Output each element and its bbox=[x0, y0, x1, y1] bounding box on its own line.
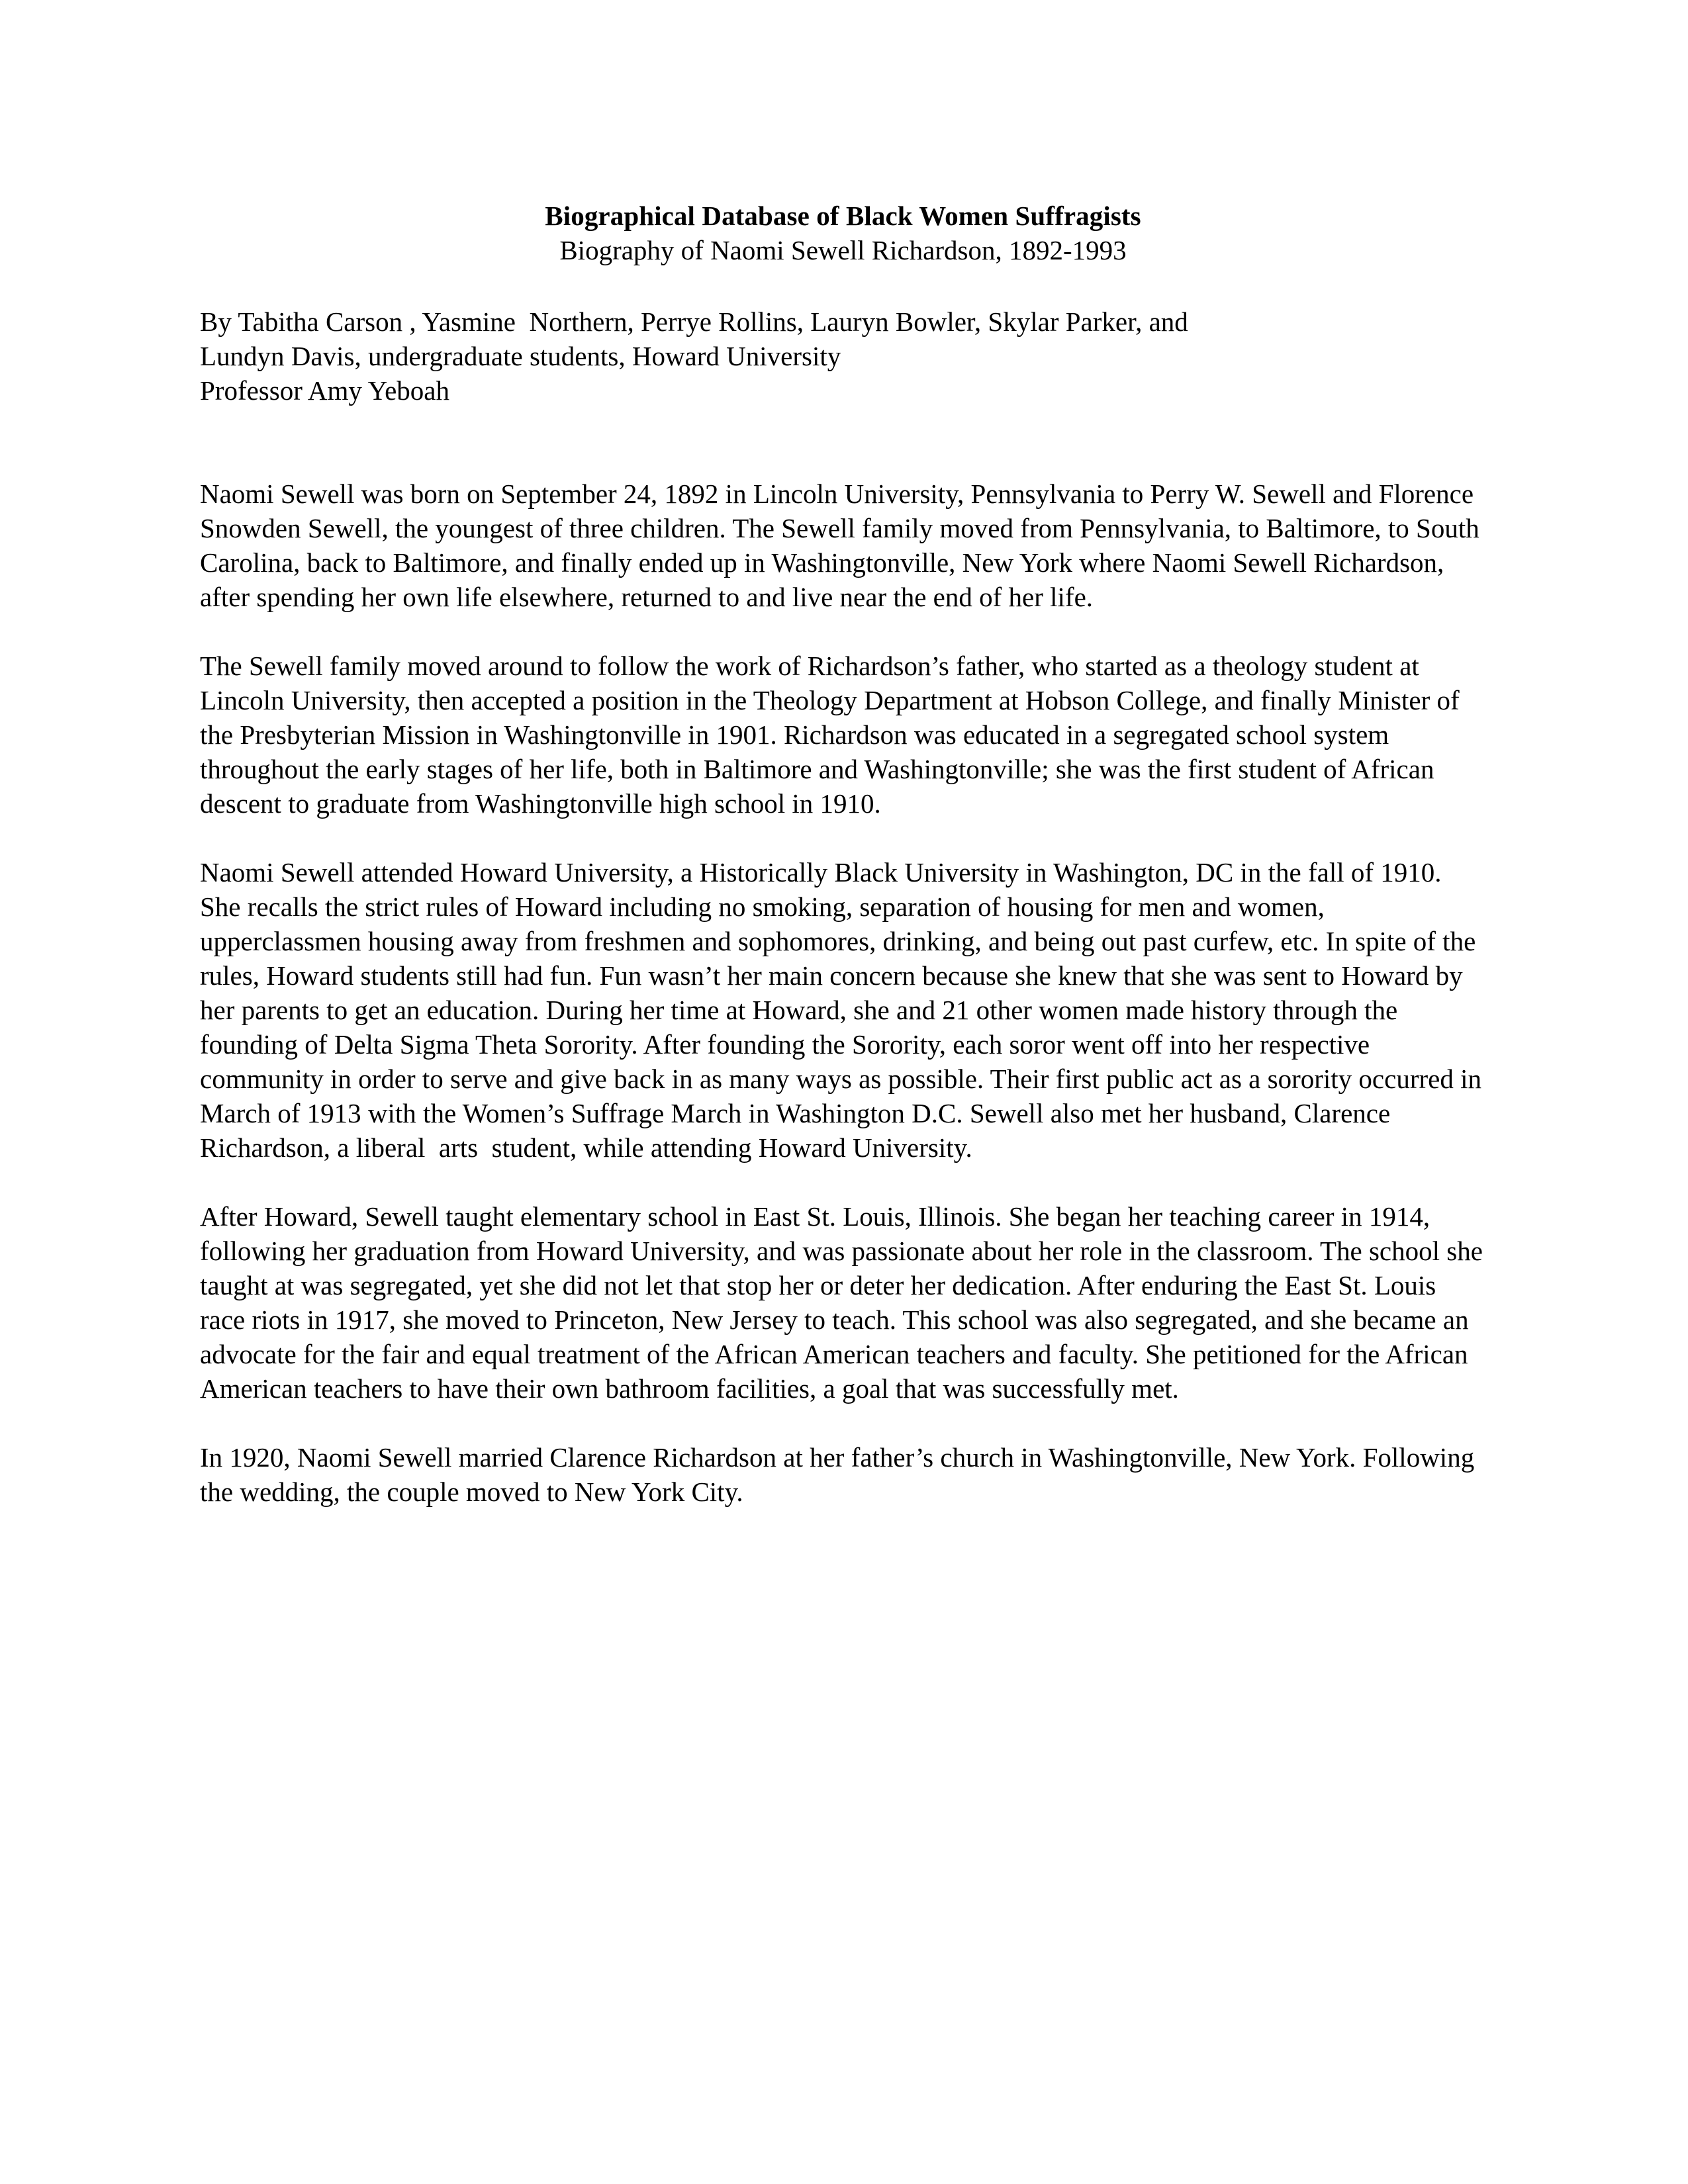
byline bbox=[200, 304, 1486, 408]
body-paragraph: Naomi Sewell was born on September 24, 1892 in Lincoln University, Pennsylvania to Perry W. Sewell and Florence Snowden Sewell, the youngest of three children. The Sewell family moved from Pennsylvania, to Baltimore, to South Carolina, back to Baltimore, and finally ended up in Washingtonville, New York where Naomi Sewell Richardson, after spending her own life elsewhere, returned to and live near the end of her life. bbox=[200, 478, 1486, 612]
body-paragraph: In 1920, Naomi Sewell married Clarence Richardson at her father’s church in Washingtonville, New York. Following the wedding, the couple moved to New York City. bbox=[200, 1442, 1481, 1507]
body-paragraph: The Sewell family moved around to follow the work of Richardson’s father, who started as a theology student at Lincoln University, then accepted a position in the Theology Department at Hobson College, and finally Minister of the Presbyterian Mission in Washingtonville in 1901. Richardson was educated in a segregated school system throughout the early stages of her life, both in Baltimore and Washingtonville; she was the first student of African descent to graduate from Washingtonville high school in 1910. bbox=[200, 651, 1466, 819]
byline-authors-line-2: Lundyn Davis, undergraduate students, Howard University bbox=[200, 341, 841, 371]
byline-authors-line-1: By Tabitha Carson , Yasmine Northern, Perrye Rollins, Lauryn Bowler, Skylar Parker, and bbox=[200, 306, 1188, 337]
page-title: Biographical Database of Black Women Suffragists bbox=[545, 201, 1141, 231]
body-paragraph: After Howard, Sewell taught elementary school in East St. Louis, Illinois. She began her teaching career in 1914, following her graduation from Howard University, and was passionate about her role in the classroom. The school she taught at was segregated, yet she did not let that stop her or deter her dedication. After enduring the East St. Louis race riots in 1917, she moved to Princeton, New Jersey to teach. This school was also segregated, and she became an advocate for the fair and equal treatment of the African American teachers and faculty. She petitioned for the African American teachers to have their own bathroom facilities, a goal that was successfully met. bbox=[200, 1201, 1490, 1404]
page-subtitle: Biography of Naomi Sewell Richardson, 1892-1993 bbox=[559, 235, 1127, 265]
document-body bbox=[200, 477, 1490, 1509]
byline-professor: Professor Amy Yeboah bbox=[200, 375, 449, 406]
body-paragraph: Naomi Sewell attended Howard University, a Historically Black University in Washington, DC in the fall of 1910. She recalls the strict rules of Howard including no smoking, separation of housing for men and women, upperclassmen housing away from freshmen and sophomores, drinking, and being out past curfew, etc. In spite of the rules, Howard students still had fun. Fun wasn’t her main concern because she knew that she was sent to Howard by her parents to get an education. During her time at Howard, she and 21 other women made history through the founding of Delta Sigma Theta Sorority. After founding the Sorority, each soror went off into her respective community in order to serve and give back in as many ways as possible. Their first public act as a sorority occurred in March of 1913 with the Women’s Suffrage March in Washington D.C. Sewell also met her husband, Clarence Richardson, a liberal arts student, while attending Howard University. bbox=[200, 857, 1489, 1163]
document-header bbox=[200, 199, 1486, 267]
